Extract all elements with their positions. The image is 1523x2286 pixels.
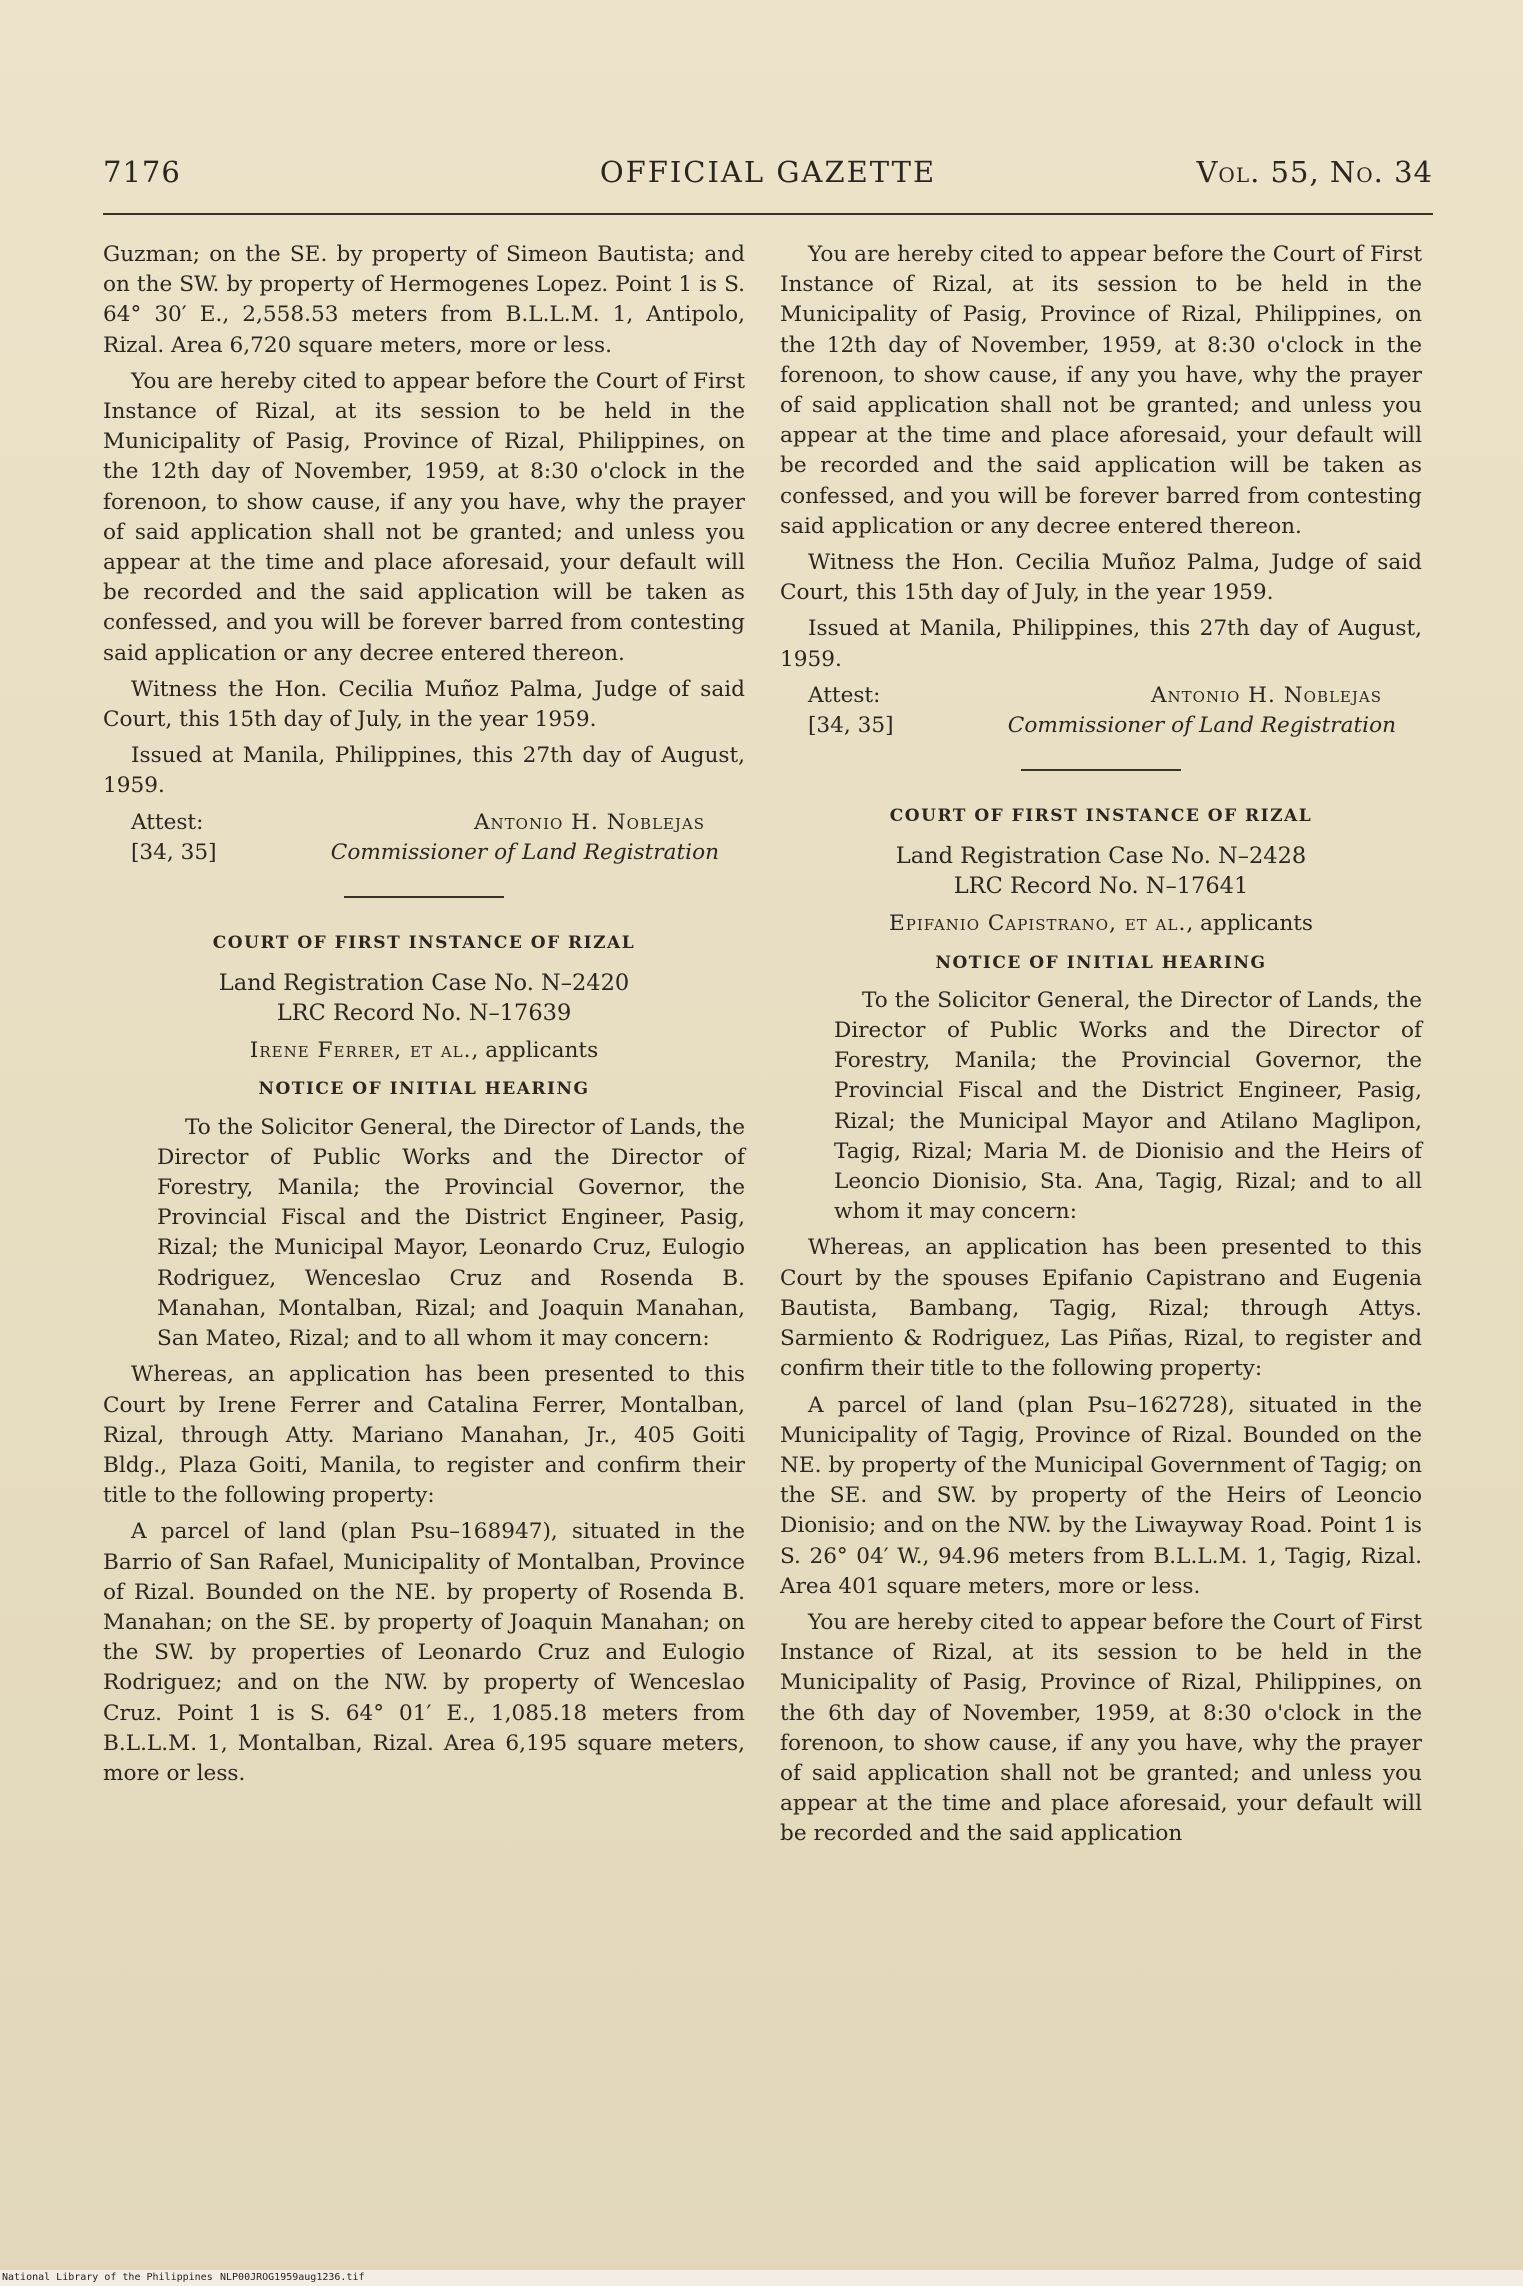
- court-heading: COURT OF FIRST INSTANCE OF RIZAL: [889, 805, 1313, 826]
- publication-title: OFFICIAL GAZETTE: [599, 155, 937, 189]
- right-column: [780, 240, 1422, 1856]
- applicant-line: [103, 1036, 745, 1066]
- paragraph: Whereas, an application has been presented to this Court by Irene Ferrer and Catalina Ferrer, Montalban, Rizal, through Atty. Mariano Manahan, Jr., 405 Goiti Bldg., Plaza Goiti, Manila, to register and confirm their title to the following property:: [103, 1362, 745, 1509]
- paragraph: You are hereby cited to appear before the Court of First Instance of Rizal, at its session to be held in the Municipality of Pasig, Province of Rizal, Philippines, on the 12th day of November, 1959, at 8:30 o'clock in the forenoon, to show cause, if any you have, why the prayer of said application shall not be granted; and unless you appear at the time and place aforesaid, your default will be recorded and the said application will be taken as confessed, and you will be forever barred from contesting said application or any decree entered thereon.: [780, 242, 1422, 539]
- paragraph: Witness the Hon. Cecilia Muñoz Palma, Judge of said Court, this 15th day of July, in the year 1959.: [780, 550, 1422, 606]
- volume-number: Vol. 55, No. 34: [1196, 155, 1433, 189]
- applicant-name: Epifanio Capistrano, et al.: [888, 911, 1187, 937]
- applicant-name: Irene Ferrer, et al.: [249, 1038, 472, 1064]
- commissioner-name: Antonio H. Noblejas: [1150, 682, 1382, 708]
- commissioner-name: Antonio H. Noblejas: [473, 809, 705, 835]
- paragraph: A parcel of land (plan Psu–168947), situated in the Barrio of San Rafael, Municipality of Montalban, Province of Rizal. Bounded on the NE. by property of Rosenda B. Manahan; on the SE. by property of Joaquin Manahan; on the SW. by properties of Leonardo Cruz and Eulogio Rodriguez; and on the NW. by property of Wenceslao Cruz. Point 1 is S. 64° 01′ E., 1,085.18 meters from B.L.L.M. 1, Montalban, Rizal. Area 6,195 square meters, more or less.: [103, 1519, 745, 1786]
- notice-heading: NOTICE OF INITIAL HEARING: [935, 952, 1267, 973]
- addressee-paragraph: To the Solicitor General, the Director of Lands, the Director of Public Works and the Director of Forestry, Manila; the Provincial Governor, the Provincial Fiscal and the District Engineer, Pasig, Rizal; the Municipal Mayor and Atilano Maglipon, Tagig, Rizal; Maria M. de Dionisio and the Heirs of Leoncio Dionisio, Sta. Ana, Tagig, Rizal; and to all whom it may concern:: [834, 987, 1422, 1225]
- library-credit: National Library of the Philippines: [2, 2272, 213, 2283]
- commissioner-title: Commissioner of Land Registration: [330, 839, 719, 865]
- attest-label: Attest:: [131, 809, 204, 835]
- paragraph: Witness the Hon. Cecilia Muñoz Palma, Judge of said Court, this 15th day of July, in the year 1959.: [103, 676, 745, 733]
- paragraph: Issued at Manila, Philippines, this 27th day of August, 1959.: [780, 616, 1422, 672]
- lrc-record: LRC Record No. N–17641: [953, 873, 1249, 900]
- paragraph: A parcel of land (plan Psu–162728), situated in the Municipality of Tagig, Province of Rizal. Bounded on the NE. by property of the Municipal Government of Tagig; on the SE. and SW. by property of the Heirs of Leoncio Dionisio; and on the NW. by the Liwayway Road. Point 1 is S. 26° 04′ W., 94.96 meters from B.L.L.M. 1, Tagig, Rizal. Area 401 square meters, more or less.: [780, 1392, 1422, 1599]
- scan-filename: NLP00JROG1959aug1236.tif: [220, 2272, 365, 2283]
- case-number: Land Registration Case No. N–2420: [218, 969, 630, 996]
- notice-heading: NOTICE OF INITIAL HEARING: [258, 1079, 590, 1100]
- attest-reference: [34, 35]: [808, 712, 894, 738]
- section-divider: [1021, 769, 1181, 771]
- attestation: [103, 808, 745, 868]
- left-column: [103, 240, 745, 1795]
- applicant-suffix: , applicants: [471, 1038, 599, 1064]
- paragraph: Whereas, an application has been presented to this Court by the spouses Epifanio Capistrano and Eugenia Bautista, Bambang, Tagig, Rizal; through Attys. Sarmiento & Rodriguez, Las Piñas, Rizal, to register and confirm their title to the following property:: [780, 1235, 1422, 1382]
- header-rule: [103, 213, 1433, 215]
- lrc-record: LRC Record No. N–17639: [276, 1000, 572, 1027]
- page-number: 7176: [103, 155, 181, 189]
- addressee-paragraph: To the Solicitor General, the Director of Lands, the Director of Public Works and the Director of Forestry, Manila; the Provincial Governor, the Provincial Fiscal and the District Engineer, Pasig, Rizal; the Municipal Mayor, Leonardo Cruz, Eulogio Rodriguez, Wenceslao Cruz and Rosenda B. Manahan, Montalban, Rizal; and Joaquin Manahan, San Mateo, Rizal; and to all whom it may concern:: [157, 1114, 745, 1352]
- attestation: [780, 681, 1422, 741]
- paragraph: You are hereby cited to appear before the Court of First Instance of Rizal, at its session to be held in the Municipality of Pasig, Province of Rizal, Philippines, on the 6th day of November, 1959, at 8:30 o'clock in the forenoon, to show cause, if any you have, why the prayer of said application shall not be granted; and unless you appear at the time and place aforesaid, your default will be recorded and the said application: [780, 1609, 1422, 1847]
- case-number: Land Registration Case No. N–2428: [895, 843, 1307, 870]
- page-header: [103, 155, 1433, 203]
- section-divider: [344, 896, 504, 898]
- commissioner-title: Commissioner of Land Registration: [1007, 712, 1396, 738]
- attest-label: Attest:: [808, 682, 881, 708]
- paragraph: You are hereby cited to appear before the Court of First Instance of Rizal, at its session to be held in the Municipality of Pasig, Province of Rizal, Philippines, on the 12th day of November, 1959, at 8:30 o'clock in the forenoon, to show cause, if any you have, why the prayer of said application shall not be granted; and unless you appear at the time and place aforesaid, your default will be recorded and the said application will be taken as confessed, and you will be forever barred from contesting said application or any decree entered thereon.: [103, 368, 745, 666]
- attest-reference: [34, 35]: [131, 839, 217, 865]
- court-heading: COURT OF FIRST INSTANCE OF RIZAL: [212, 932, 636, 953]
- scan-footer: [0, 2270, 1523, 2286]
- paragraph: Issued at Manila, Philippines, this 27th day of August, 1959.: [103, 743, 745, 799]
- applicant-suffix: , applicants: [1186, 911, 1314, 937]
- paragraph: Guzman; on the SE. by property of Simeon Bautista; and on the SW. by property of Hermogenes Lopez. Point 1 is S. 64° 30′ E., 2,558.53 meters from B.L.L.M. 1, Antipolo, Rizal. Area 6,720 square meters, more or less.: [103, 242, 745, 358]
- applicant-line: [780, 909, 1422, 939]
